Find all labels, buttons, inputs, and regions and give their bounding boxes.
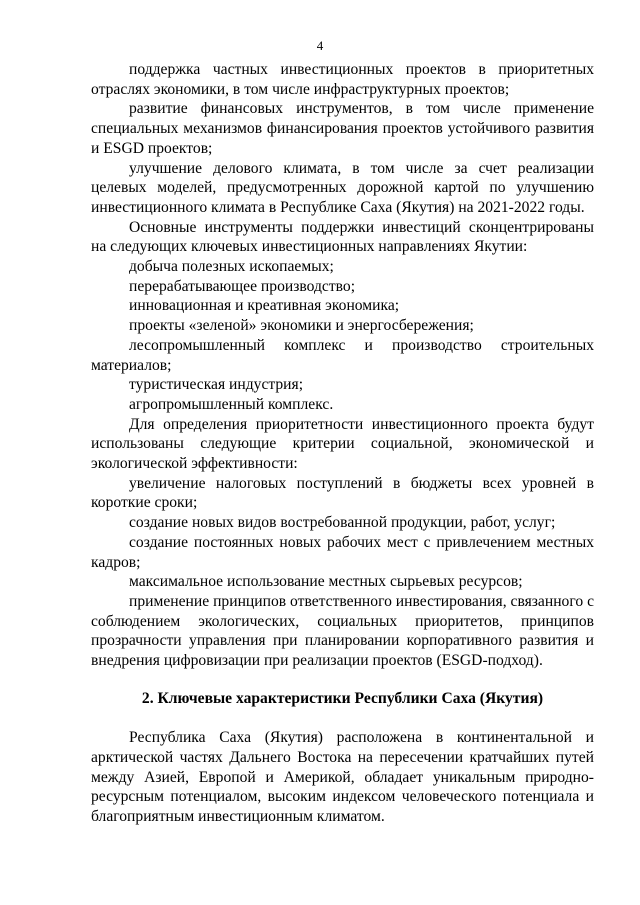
list-item: перерабатывающее производство; xyxy=(129,277,356,295)
list-item: инновационная и креативная экономика; xyxy=(129,297,400,315)
paragraph: Республика Саха (Якутия) расположена в континентальной и арктической частях Дальнего Востока на пересечении кратчайших путей между Азией, Европой и Америкой, обладает уникальным природно-ресурсным потенциалом, высоким индексом человеческого потенциала и благоприятным инвестиционным климатом. xyxy=(91,729,594,825)
document-body xyxy=(91,60,594,827)
list-item: максимальное использование местных сырьевых ресурсов; xyxy=(129,573,523,591)
section-spacer xyxy=(91,709,594,729)
paragraph: поддержка частных инвестиционных проектов в приоритетных отраслях экономики, в том числе инфраструктурных проектов; xyxy=(91,61,594,98)
list-item: проекты «зеленой» экономики и энергосбережения; xyxy=(129,317,474,335)
list-item: увеличение налоговых поступлений в бюджеты всех уровней в короткие сроки; xyxy=(91,474,594,512)
paragraph: улучшение делового климата, в том числе за счет реализации целевых моделей, предусмотренных дорожной картой по улучшению инвестиционного климата в Республике Саха (Якутия) на 2021-2022 годы. xyxy=(91,159,594,216)
list-item: создание постоянных новых рабочих мест с привлечением местных кадров; xyxy=(91,533,594,571)
list-item: лесопромышленный комплекс и производство строительных материалов; xyxy=(91,336,594,374)
list-item: создание новых видов востребованной продукции, работ, услуг; xyxy=(129,514,556,532)
page-number: 4 xyxy=(316,38,324,53)
paragraph: Для определения приоритетности инвестиционного проекта будут использованы следующие критерии социальной, экономической и экологической эффективности: xyxy=(91,415,594,473)
list-item: добыча полезных ископаемых; xyxy=(129,258,334,276)
paragraph: развитие финансовых инструментов, в том числе применение специальных механизмов финансирования проектов устойчивого развития и ESGD проектов; xyxy=(91,100,594,157)
paragraph: Основные инструменты поддержки инвестиций сконцентрированы на следующих ключевых инвестиционных направлениях Якутии: xyxy=(91,218,594,256)
list-item: туристическая индустрия; xyxy=(129,376,304,394)
list-item: агропромышленный комплекс. xyxy=(129,395,334,413)
list-item: применение принципов ответственного инвестирования, связанного с соблюдением экологических, социальных приоритетов, принципов прозрачности управления при планировании корпоративного развития и внедрения цифровизации при реализации проектов (ESGD-подход). xyxy=(91,592,594,670)
section-heading: 2. Ключевые характеристики Республики Саха (Якутия) xyxy=(141,689,544,707)
